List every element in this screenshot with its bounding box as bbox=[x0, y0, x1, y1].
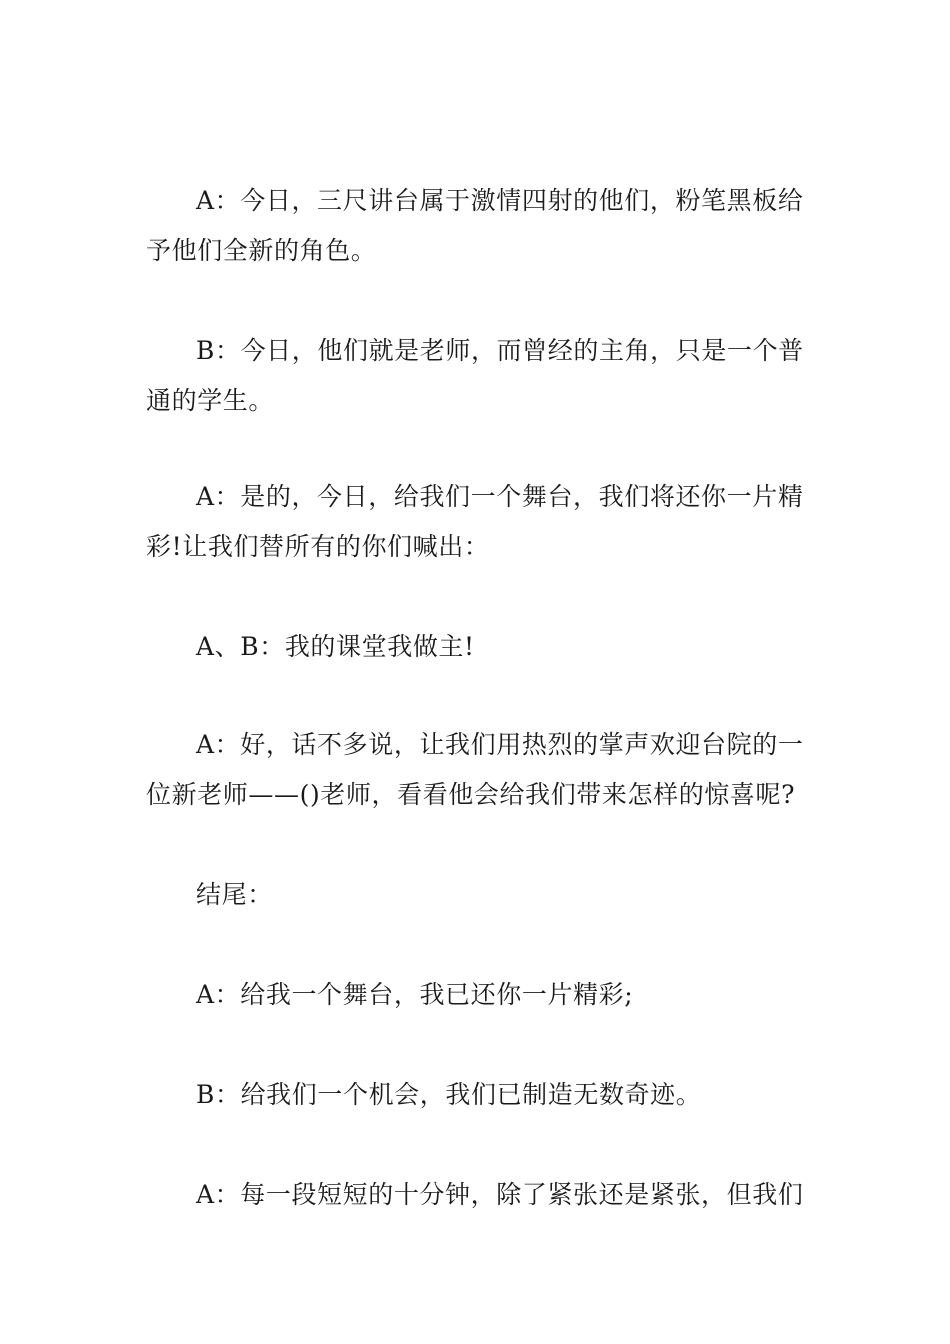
paragraph-2: B：今日，他们就是老师，而曾经的主角，只是一个普通的学生。 bbox=[146, 336, 804, 415]
section-heading-ending: 结尾： bbox=[196, 880, 273, 909]
paragraph-8: A：每一段短短的十分钟，除了紧张还是紧张，但我们 bbox=[196, 1180, 804, 1209]
paragraph-3: A：是的，今日，给我们一个舞台，我们将还你一片精彩!让我们替所有的你们喊出： bbox=[146, 482, 804, 561]
paragraph-1: A：今日，三尺讲台属于激情四射的他们，粉笔黑板给予他们全新的角色。 bbox=[146, 186, 804, 265]
paragraph-6: A：给我一个舞台，我已还你一片精彩; bbox=[196, 980, 634, 1009]
paragraph-7: B：给我们一个机会，我们已制造无数奇迹。 bbox=[196, 1080, 702, 1109]
paragraph-5: A：好，话不多说，让我们用热烈的掌声欢迎台院的一位新老师——()老师，看看他会给我们带来怎样的惊喜呢? bbox=[146, 730, 804, 809]
paragraph-4: A、B：我的课堂我做主! bbox=[196, 632, 475, 661]
